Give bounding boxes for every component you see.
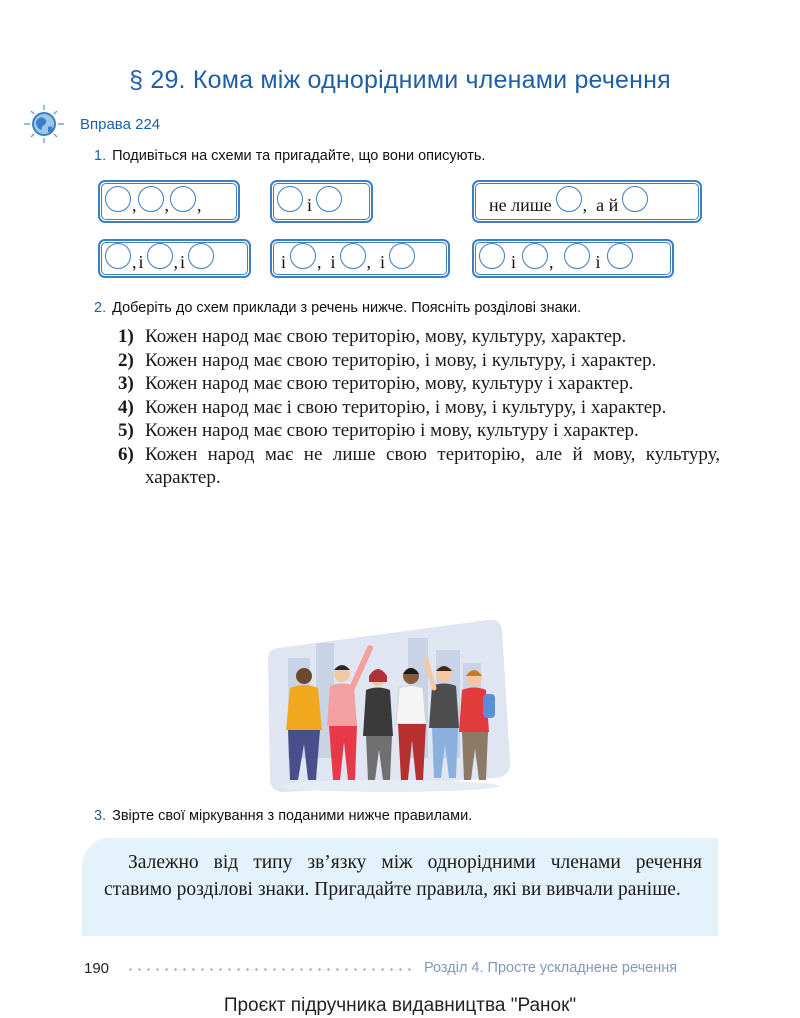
task-number: 1. bbox=[94, 148, 107, 164]
task-1 bbox=[94, 148, 485, 164]
scheme-conjunction: і bbox=[281, 252, 287, 272]
rule-text: Залежно від типу зв’язку між однорідними членами речення ставимо розділові знаки. Пригадайте правила, які ви вивчали раніше. bbox=[104, 852, 702, 900]
item-text: Кожен народ має свою територію, мову, культуру, характер. bbox=[145, 326, 627, 347]
exercise-label: Вправа 224 bbox=[80, 116, 161, 133]
scheme-pairs bbox=[472, 239, 674, 278]
scheme-comma: , bbox=[132, 195, 137, 215]
member-circle bbox=[340, 243, 366, 269]
scheme-conjunction: і bbox=[307, 195, 313, 215]
member-circle bbox=[277, 186, 303, 212]
item-number: 3) bbox=[118, 373, 134, 394]
scheme-comma: , bbox=[164, 195, 169, 215]
scheme-conjunction: і bbox=[180, 252, 186, 272]
item-text: Кожен народ має свою територію і мову, культуру і характер. bbox=[145, 420, 639, 441]
dotted-leader bbox=[126, 968, 412, 971]
task-2 bbox=[94, 300, 581, 316]
scheme-comma-series bbox=[98, 180, 240, 223]
item-text: Кожен народ має і свою територію, і мову, і культуру, і характер. bbox=[145, 396, 667, 418]
scheme-ne-lyshe-a-y bbox=[472, 180, 702, 223]
member-circle bbox=[389, 243, 415, 269]
member-circle bbox=[138, 186, 164, 212]
item-number: 1) bbox=[118, 326, 134, 347]
member-circle bbox=[188, 243, 214, 269]
member-circle bbox=[147, 243, 173, 269]
item-number: 5) bbox=[118, 420, 134, 441]
list-item bbox=[118, 325, 720, 349]
scheme-conjunction: і bbox=[380, 252, 386, 272]
item-text: Кожен народ має свою територію, і мову, і культуру, і характер. bbox=[145, 349, 657, 371]
publisher-note: Проєкт підручника видавництва "Ранок" bbox=[223, 995, 577, 1016]
member-circle bbox=[290, 243, 316, 269]
member-circle bbox=[622, 186, 648, 212]
scheme-comma: , bbox=[549, 252, 554, 272]
task-3 bbox=[94, 808, 472, 824]
member-circle bbox=[316, 186, 342, 212]
member-circle bbox=[556, 186, 582, 212]
sentence-list bbox=[118, 325, 720, 490]
section-name: Розділ 4. Просте ускладнене речення bbox=[424, 960, 678, 976]
list-item bbox=[118, 419, 720, 443]
member-circle bbox=[170, 186, 196, 212]
scheme-comma: , bbox=[132, 252, 137, 272]
list-item bbox=[118, 349, 720, 373]
item-number: 2) bbox=[118, 349, 134, 371]
scheme-comma: , bbox=[197, 195, 202, 215]
scheme-conjunction: і bbox=[138, 252, 144, 272]
scheme-comma: , bbox=[366, 252, 372, 272]
page-title: § 29. Кома між однорідними членами речення bbox=[129, 66, 671, 94]
scheme-single-i bbox=[270, 180, 373, 223]
item-number: 6) bbox=[118, 443, 134, 465]
list-item bbox=[118, 396, 720, 420]
list-item bbox=[118, 372, 720, 396]
scheme-comma: , bbox=[173, 252, 179, 272]
scheme-comma: , bbox=[317, 252, 322, 272]
member-circle bbox=[607, 243, 633, 269]
item-number: 4) bbox=[118, 396, 134, 418]
people-group-illustration bbox=[258, 618, 520, 798]
task-text: Подивіться на схеми та пригадайте, що вони описують. bbox=[112, 148, 486, 164]
scheme-conjunction: і bbox=[330, 252, 336, 272]
scheme-conjunction: не лише bbox=[489, 195, 552, 215]
scheme-conjunction: і bbox=[511, 252, 517, 272]
item-text: Кожен народ має свою територію, мову, культуру і характер. bbox=[145, 373, 634, 394]
member-circle bbox=[479, 243, 505, 269]
member-circle bbox=[522, 243, 548, 269]
task-text: Звірте свої міркування з поданими нижче правилами. bbox=[112, 808, 473, 824]
member-circle bbox=[564, 243, 590, 269]
member-circle bbox=[105, 186, 131, 212]
scheme-comma-i-repeated bbox=[98, 239, 251, 278]
scheme-comma: , bbox=[582, 195, 588, 215]
list-item bbox=[118, 443, 720, 490]
task-number: 2. bbox=[94, 300, 107, 316]
member-circle bbox=[105, 243, 131, 269]
scheme-conjunction: а й bbox=[596, 195, 619, 215]
item-text: Кожен народ має не лише свою територію, але й мову, культуру, характер. bbox=[145, 443, 720, 488]
scheme-i-each bbox=[270, 239, 450, 278]
task-number: 3. bbox=[94, 808, 107, 824]
globe-icon bbox=[22, 104, 66, 144]
task-text: Доберіть до схем приклади з речень нижче. Поясніть розділові знаки. bbox=[112, 300, 582, 316]
scheme-conjunction: і bbox=[595, 252, 601, 272]
page-number: 190 bbox=[84, 960, 110, 977]
